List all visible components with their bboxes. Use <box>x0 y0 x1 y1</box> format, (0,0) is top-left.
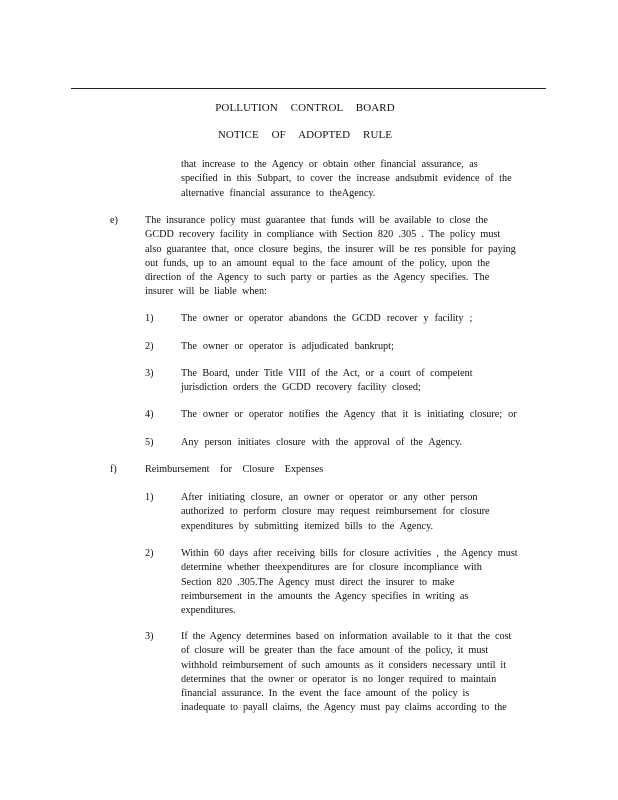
section-e-line: also guarantee that, once closure begins, the insurer will be res ponsible for paying <box>145 243 516 255</box>
item-line: Section 820 .305.The Agency must direct the insurer to make <box>181 576 455 588</box>
section-e-line: direction of the Agency to such party or parties as the Agency specifies. The <box>145 272 490 284</box>
item-line: authorized to perform closure may request reimbursement for closure <box>181 506 490 518</box>
section-e-item-5 <box>181 436 462 450</box>
item-label: 2) <box>145 341 154 352</box>
item-line: The Board, under Title VIII of the Act, or a court of competent <box>181 368 473 379</box>
item-line: inadequate to payall claims, the Agency must pay claims according to the <box>181 702 507 714</box>
section-e-line: GCDD recovery facility in compliance with Section 820 .305 . The policy must <box>145 229 501 241</box>
section-e-item-3 <box>181 367 473 396</box>
item-line: determines that the owner or operator is no longer required to maintain <box>181 673 497 685</box>
item-line: The owner or operator abandons the GCDD recover y facility ; <box>181 313 473 324</box>
section-e-item-1 <box>181 312 472 326</box>
section-e-item-4 <box>181 408 517 422</box>
section-e-label: e) <box>110 215 118 226</box>
section-f-title: Reimbursement for Closure Expenses <box>145 464 324 475</box>
item-label: 3) <box>145 368 154 379</box>
section-e-paragraph <box>145 214 540 300</box>
item-line: expenditures. <box>181 605 236 617</box>
item-line: jurisdiction orders the GCDD recovery facility closed; <box>181 382 421 394</box>
document-header-board: POLLUTION CONTROL BOARD <box>215 102 395 114</box>
item-label: 1) <box>145 492 154 503</box>
section-f-item-3 <box>181 630 511 716</box>
item-label: 1) <box>145 313 154 324</box>
section-f-item-1 <box>181 491 489 534</box>
item-label: 2) <box>145 548 154 559</box>
item-line: The owner or operator notifies the Agency that it is initiating closure; or <box>181 409 517 420</box>
item-line: After initiating closure, an owner or operator or any other person <box>181 492 478 503</box>
section-e-line: insurer will be liable when: <box>145 286 267 298</box>
item-line: financial assurance. In the event the face amount of the policy is <box>181 688 470 700</box>
section-f-label: f) <box>110 464 117 475</box>
item-line: expenditures by submitting itemized bills to the Agency. <box>181 520 434 532</box>
section-f-item-2 <box>181 547 518 618</box>
section-e-line: out funds, up to an amount equal to the face amount of the policy, upon the <box>145 257 490 269</box>
intro-paragraph <box>181 158 531 201</box>
item-label: 3) <box>145 631 154 642</box>
item-line: If the Agency determines based on information available to it that the cost <box>181 631 512 642</box>
intro-line: specified in this Subpart, to cover the increase andsubmit evidence of the <box>181 173 512 185</box>
header-rule <box>71 88 546 89</box>
item-line: determine whether theexpenditures are for closure incompliance with <box>181 562 482 574</box>
item-line: Any person initiates closure with the approval of the Agency. <box>181 437 462 448</box>
item-label: 4) <box>145 409 154 420</box>
item-line: withhold reimbursement of such amounts as it considers necessary until it <box>181 659 507 671</box>
item-line: of closure will be greater than the face amount of the policy, it must <box>181 645 489 657</box>
item-label: 5) <box>145 437 154 448</box>
section-e-line: The insurance policy must guarantee that funds will be available to close the <box>145 215 488 226</box>
item-line: The owner or operator is adjudicated bankrupt; <box>181 341 394 352</box>
item-line: reimbursement in the amounts the Agency specifies in writing as <box>181 590 469 602</box>
intro-line: that increase to the Agency or obtain other financial assurance, as <box>181 159 478 170</box>
section-e-item-2 <box>181 340 394 354</box>
item-line: Within 60 days after receiving bills for closure activities , the Agency must <box>181 548 518 559</box>
document-header-notice: NOTICE OF ADOPTED RULE <box>217 129 393 141</box>
intro-line: alternative financial assurance to theAgency. <box>181 187 376 199</box>
